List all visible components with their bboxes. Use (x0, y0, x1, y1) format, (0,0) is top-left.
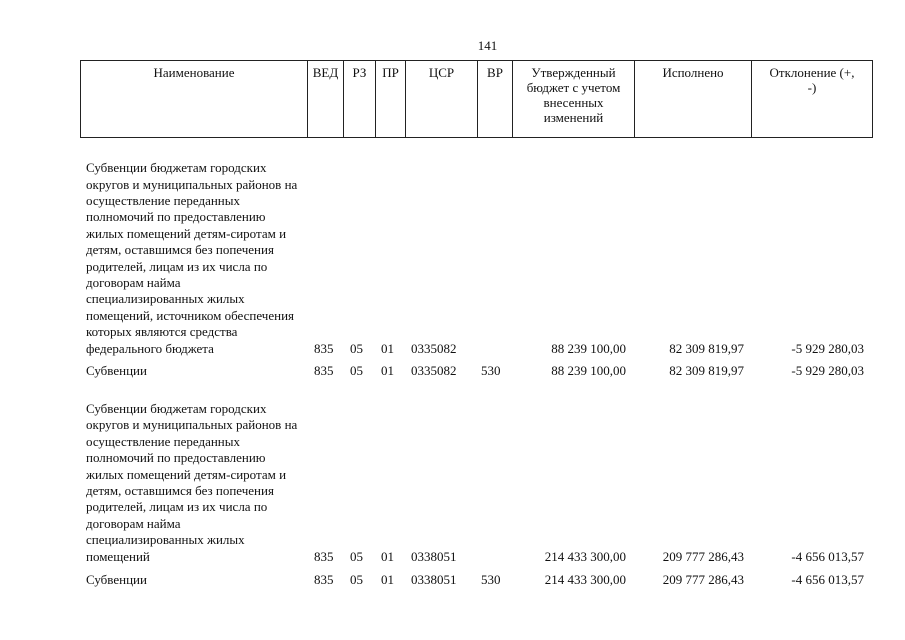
row-name: Субвенции бюджетам городских округов и муниципальных районов на осуществление переданных полномочий по предоставлению жилых помещений детям-сиротам и детям, оставшимся без попечения родителей, лицам из их числа по договорам найма специализированных жилых помещений, источником обеспечения которых являются средства федерального бюджета (86, 160, 298, 356)
row-pr: 01 (381, 548, 394, 564)
header-name: Наименование (81, 61, 308, 137)
table-row (80, 136, 872, 357)
header-budget: Утвержденный бюджет с учетом внесенных изменений (513, 61, 635, 137)
row-budget: 88 239 100,00 (551, 362, 626, 378)
page-number: 141 (477, 38, 498, 53)
row-budget: 214 433 300,00 (544, 571, 626, 587)
row-deviation: -4 656 013,57 (791, 571, 864, 587)
row-pr: 01 (381, 571, 394, 587)
row-executed: 82 309 819,97 (669, 362, 744, 378)
row-deviation: -4 656 013,57 (791, 548, 864, 564)
header-rz: РЗ (344, 61, 376, 137)
row-csr: 0335082 (411, 340, 457, 356)
header-csr: ЦСР (406, 61, 478, 137)
row-ved: 835 (314, 362, 334, 378)
row-rz: 05 (350, 362, 363, 378)
row-budget: 214 433 300,00 (544, 548, 626, 564)
row-ved: 835 (314, 340, 334, 356)
row-csr: 0338051 (411, 548, 457, 564)
row-rz: 05 (350, 340, 363, 356)
row-ved: 835 (314, 548, 334, 564)
row-rz: 05 (350, 548, 363, 564)
header-pr: ПР (376, 61, 406, 137)
row-pr: 01 (381, 340, 394, 356)
row-csr: 0338051 (411, 571, 457, 587)
row-deviation: -5 929 280,03 (791, 340, 864, 356)
header-executed: Исполнено (635, 61, 752, 137)
table-row (80, 359, 872, 379)
row-budget: 88 239 100,00 (551, 340, 626, 356)
row-name: Субвенции (86, 571, 147, 587)
row-vr: 530 (481, 571, 501, 587)
row-vr: 530 (481, 362, 501, 378)
table-row (80, 568, 872, 588)
row-ved: 835 (314, 571, 334, 587)
row-executed: 82 309 819,97 (669, 340, 744, 356)
row-name: Субвенции (86, 362, 147, 378)
table-header (80, 60, 873, 138)
row-pr: 01 (381, 362, 394, 378)
row-deviation: -5 929 280,03 (791, 362, 864, 378)
header-ved: ВЕД (308, 61, 344, 137)
header-deviation: Отклонение (+, -) (752, 61, 873, 137)
row-name: Субвенции бюджетам городских округов и муниципальных районов на осуществление переданных полномочий по предоставлению жилых помещений детям-сиротам и детям, оставшимся без попечения родителей, лицам из их числа по договорам найма специализированных жилых помещений (86, 400, 298, 564)
row-rz: 05 (350, 571, 363, 587)
table-row (80, 377, 872, 565)
row-csr: 0335082 (411, 362, 457, 378)
row-executed: 209 777 286,43 (662, 548, 744, 564)
header-vr: ВР (478, 61, 513, 137)
row-executed: 209 777 286,43 (662, 571, 744, 587)
